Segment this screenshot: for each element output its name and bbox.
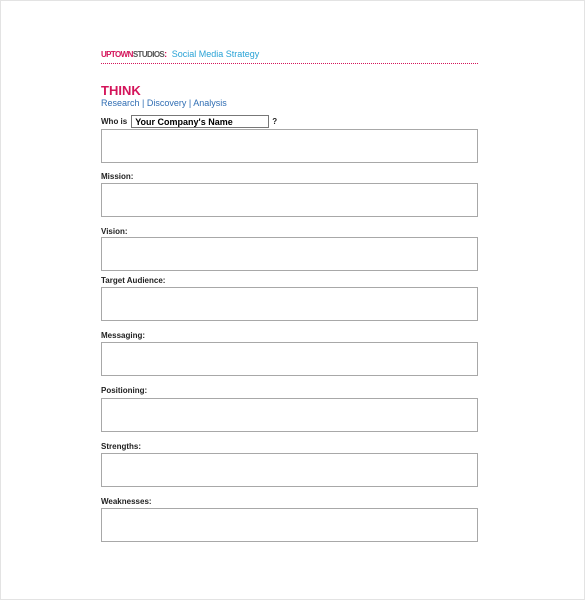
header-divider	[101, 63, 478, 64]
messaging-box[interactable]	[101, 342, 478, 376]
brand-logo-uptown: UPTOWN	[101, 50, 133, 59]
question-mark: ?	[272, 116, 278, 126]
mission-label: Mission:	[101, 172, 134, 181]
header-separator: :	[164, 49, 168, 59]
positioning-label: Positioning:	[101, 386, 148, 395]
strengths-box[interactable]	[101, 453, 478, 487]
who-is-row	[101, 113, 277, 129]
weaknesses-label: Weaknesses:	[101, 497, 152, 506]
weaknesses-box[interactable]	[101, 508, 478, 542]
brand-logo-studios: STUDIOS	[132, 50, 165, 59]
who-is-answer-box[interactable]	[101, 129, 478, 163]
strengths-label: Strengths:	[101, 442, 141, 451]
target-audience-label: Target Audience:	[101, 276, 166, 285]
document-title: Social Media Strategy	[171, 49, 260, 59]
vision-label: Vision:	[101, 227, 128, 236]
who-is-label: Who is	[101, 116, 128, 126]
positioning-box[interactable]	[101, 398, 478, 432]
document-header	[101, 49, 259, 60]
vision-box[interactable]	[101, 237, 478, 271]
mission-box[interactable]	[101, 183, 478, 217]
section-subtitle: Research | Discovery | Analysis	[101, 98, 227, 108]
target-audience-box[interactable]	[101, 287, 478, 321]
messaging-label: Messaging:	[101, 331, 146, 340]
section-title: THINK	[101, 83, 141, 98]
company-name-field[interactable]: Your Company's Name	[131, 115, 269, 128]
